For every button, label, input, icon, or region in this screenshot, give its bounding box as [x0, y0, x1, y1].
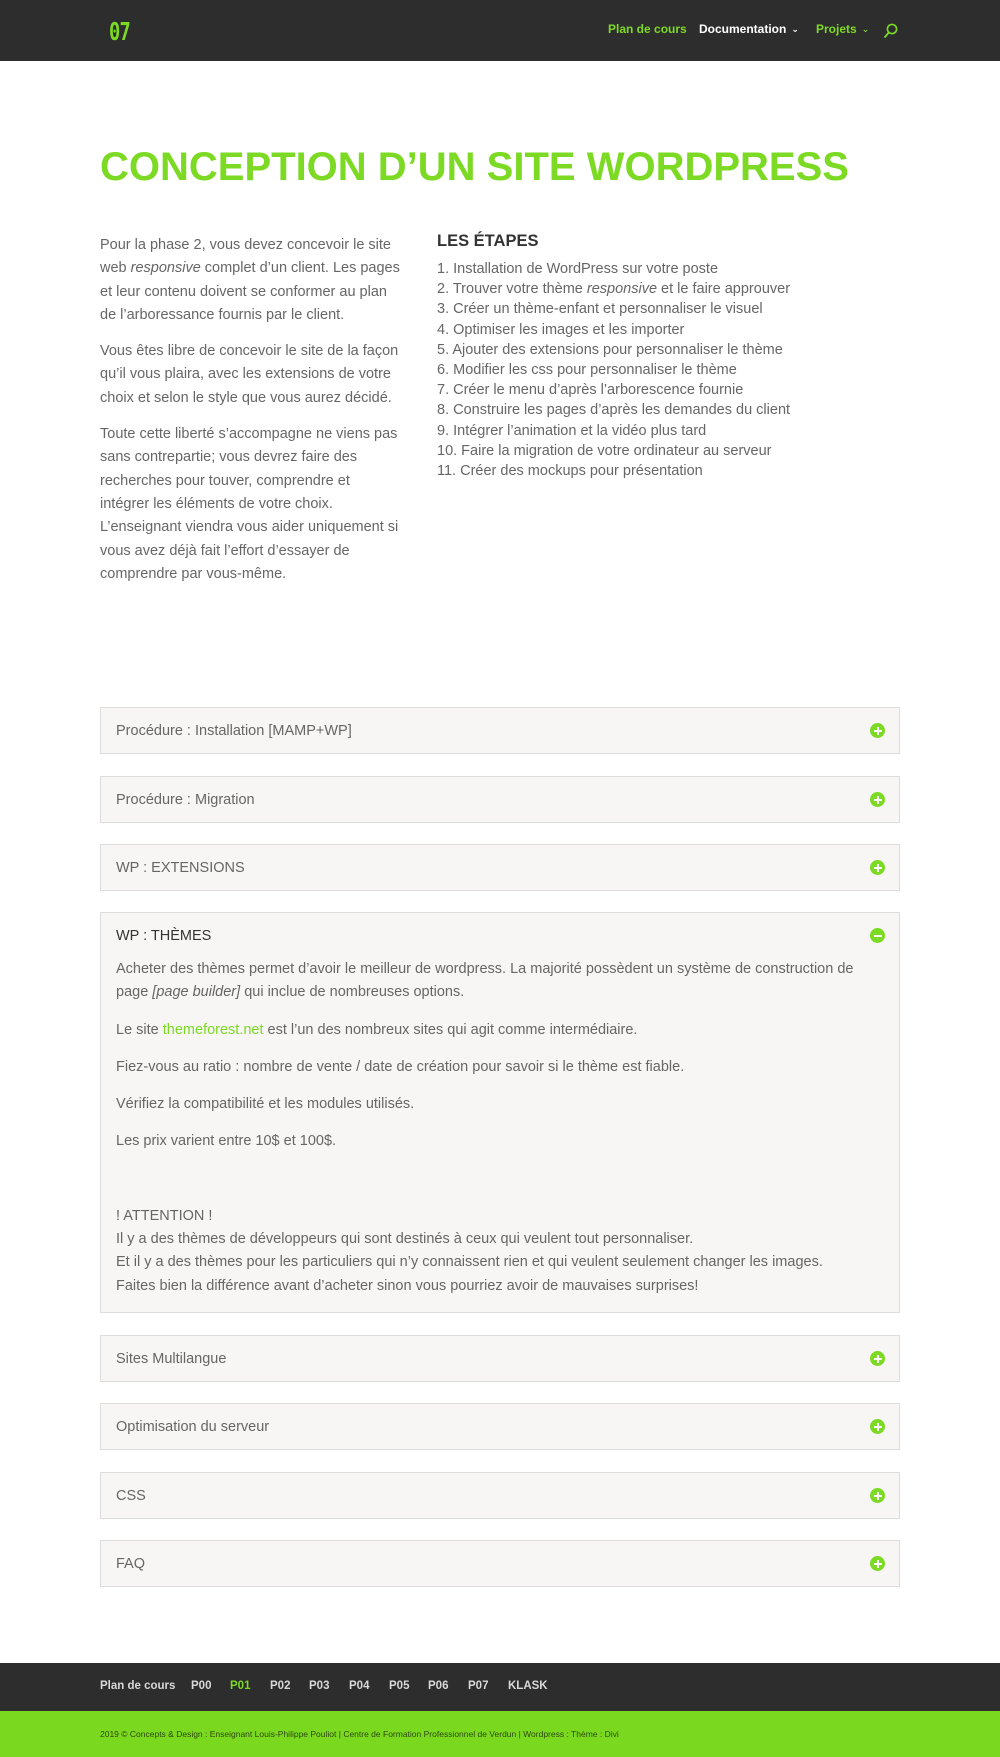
- intro-p1-emphasis: responsive: [130, 260, 201, 277]
- themes-paragraph-3: Fiez-vous au ratio : nombre de vente / date de création pour savoir si le thème est fiable.: [116, 1058, 685, 1075]
- footer-link-plan[interactable]: Plan de cours: [100, 1680, 176, 1692]
- footer-link-p05[interactable]: P05: [389, 1680, 410, 1692]
- nav-plan-de-cours[interactable]: [608, 22, 687, 36]
- nav-plan-label: Plan de cours: [608, 22, 687, 36]
- list-item: 8. Construire les pages d’après les demandes du client: [437, 402, 791, 419]
- accordion-css: [100, 1472, 900, 1519]
- themes-paragraph-5: Les prix varient entre 10$ et 100$.: [116, 1133, 337, 1150]
- chevron-down-icon: ⌄: [861, 24, 870, 34]
- accordion-header[interactable]: [101, 777, 899, 822]
- themeforest-link[interactable]: themeforest.net: [162, 1021, 264, 1038]
- accordion-title: CSS: [116, 1487, 146, 1504]
- step-2-start: 2. Trouver votre thème: [437, 281, 587, 298]
- themes-p1-end: qui inclue de nombreuses options.: [240, 984, 465, 1001]
- footer-link-klask[interactable]: KLASK: [508, 1680, 548, 1692]
- site-header: [0, 0, 1000, 61]
- themes-paragraph-2: [116, 1019, 884, 1042]
- accordion-title: Procédure : Installation [MAMP+WP]: [116, 722, 352, 739]
- footer-link-p07[interactable]: P07: [468, 1680, 489, 1692]
- accordion-themes: [100, 912, 900, 1313]
- intro-p1-start: Pour la phase 2, vous devez concevoir le site web: [100, 237, 391, 277]
- footer-link-p03[interactable]: P03: [309, 1680, 330, 1692]
- themes-warning-3: Faites bien la différence avant d’acheter sinon vous pourriez avoir de mauvaises surprises!: [116, 1277, 699, 1294]
- footer-nav: [0, 1663, 1000, 1711]
- intro-paragraph-3: Toute cette liberté s’accompagne ne viens pas sans contrepartie; vous devrez faire des recherches pour touver, comprendre et intégrer les éléments de votre choix. L’enseignant viendra vous aider uniquement si vous avez déjà fait l’effort d’essayer de comprendre par vous-même.: [100, 426, 399, 582]
- accordion-header[interactable]: [101, 913, 899, 958]
- themes-p1-start: Acheter des thèmes permet d’avoir le meilleur de wordpress. La majorité possèdent un système de construction de page: [116, 961, 854, 1001]
- themes-paragraph-1: [116, 958, 884, 1005]
- intro-p1-end: complet d’un client. Les pages et leur contenu doivent se conformer au plan de l’arboressance fournis par le client.: [100, 260, 400, 323]
- accordion-header[interactable]: [101, 1541, 899, 1586]
- list-item: [437, 279, 857, 299]
- intro-text: [100, 234, 400, 599]
- footer-link-p04[interactable]: P04: [349, 1680, 370, 1692]
- accordion-migration: [100, 776, 900, 823]
- plus-circle-icon[interactable]: [870, 860, 885, 875]
- accordion-header[interactable]: [101, 1336, 899, 1381]
- accordion-title: Procédure : Migration: [116, 791, 255, 808]
- plus-circle-icon[interactable]: [870, 1419, 885, 1434]
- nav-documentation-label: Documentation: [699, 22, 787, 36]
- plus-circle-icon[interactable]: [870, 1488, 885, 1503]
- list-item: 3. Créer un thème-enfant et personnaliser le visuel: [437, 301, 763, 318]
- list-item: 7. Créer le menu d’après l’arborescence fournie: [437, 382, 744, 399]
- step-2-emphasis: responsive: [586, 281, 658, 298]
- copyright-text: 2019 © Concepts & Design : Enseignant Louis-Philippe Pouliot | Centre de Formation Professionnel de Verdun | Wordpress : Thème : Divi: [100, 1729, 619, 1739]
- accordion-installation: [100, 707, 900, 754]
- plus-circle-icon[interactable]: [870, 1351, 885, 1366]
- main-nav: [0, 22, 1000, 40]
- list-item: 9. Intégrer l’animation et la vidéo plus tard: [437, 422, 707, 439]
- themes-p2-start: Le site: [116, 1021, 163, 1038]
- page-title: CONCEPTION D’UN SITE WORDPRESS: [100, 145, 849, 189]
- intro-paragraph-2: Vous êtes libre de concevoir le site de la façon qu’il vous plaira, avec les extensions de votre choix et selon le style que vous aurez décidé.: [100, 343, 399, 406]
- nav-projets-label: Projets: [816, 22, 857, 36]
- plus-circle-icon[interactable]: [870, 1556, 885, 1571]
- steps-heading: LES ÉTAPES: [437, 232, 539, 250]
- themes-p2-end: est l’un des nombreux sites qui agit comme intermédiaire.: [263, 1021, 638, 1038]
- themes-warning-1: Il y a des thèmes de développeurs qui sont destinés à ceux qui veulent tout personnaliser.: [116, 1231, 694, 1248]
- site-logo[interactable]: 07: [109, 17, 131, 46]
- plus-circle-icon[interactable]: [870, 792, 885, 807]
- accordion-title: WP : EXTENSIONS: [116, 859, 245, 876]
- steps-list: [437, 259, 857, 481]
- themes-attention: ! ATTENTION !: [116, 1207, 213, 1224]
- plus-circle-icon[interactable]: [870, 723, 885, 738]
- intro-paragraph-1: [100, 234, 400, 327]
- nav-documentation[interactable]: [699, 22, 799, 36]
- accordion-content: [101, 958, 899, 1314]
- accordion-optimisation: [100, 1403, 900, 1450]
- list-item: 1. Installation de WordPress sur votre poste: [437, 261, 719, 277]
- footer-bottom-bar: [0, 1711, 1000, 1757]
- themes-warning-2: Et il y a des thèmes pour les particuliers qui n’y connaissent rien et qui veulent seulement changer les images.: [116, 1254, 823, 1271]
- accordion-title: WP : THÈMES: [116, 927, 212, 944]
- list-item: 10. Faire la migration de votre ordinateur au serveur: [437, 442, 772, 459]
- list-item: 5. Ajouter des extensions pour personnaliser le thème: [437, 341, 783, 358]
- accordion-header[interactable]: [101, 845, 899, 890]
- accordion-header[interactable]: [101, 1473, 899, 1518]
- search-icon[interactable]: [884, 23, 898, 39]
- accordion-title: Sites Multilangue: [116, 1350, 227, 1367]
- list-item: 11. Créer des mockups pour présentation: [437, 463, 703, 480]
- accordion-title: FAQ: [116, 1555, 146, 1572]
- themes-paragraph-4: Vérifiez la compatibilité et les modules utilisés.: [116, 1096, 415, 1113]
- accordion-header[interactable]: [101, 1404, 899, 1449]
- step-2-end: et le faire approuver: [657, 281, 791, 298]
- accordion-header[interactable]: [101, 708, 899, 753]
- accordion-title: Optimisation du serveur: [116, 1418, 270, 1435]
- nav-projets[interactable]: [816, 22, 869, 36]
- footer-link-p01[interactable]: P01: [230, 1680, 251, 1692]
- footer-link-p06[interactable]: P06: [428, 1680, 449, 1692]
- minus-circle-icon[interactable]: [870, 928, 885, 943]
- footer-link-p00[interactable]: P00: [191, 1680, 212, 1692]
- accordion-extensions: [100, 844, 900, 891]
- chevron-down-icon: ⌄: [791, 24, 799, 34]
- footer-link-p02[interactable]: P02: [270, 1680, 291, 1692]
- accordion-faq: [100, 1540, 900, 1587]
- accordion-multilangue: [100, 1335, 900, 1382]
- list-item: 6. Modifier les css pour personnaliser le thème: [437, 362, 737, 379]
- list-item: 4. Optimiser les images et les importer: [437, 321, 685, 338]
- themes-p1-emphasis: [page builder]: [152, 984, 241, 1001]
